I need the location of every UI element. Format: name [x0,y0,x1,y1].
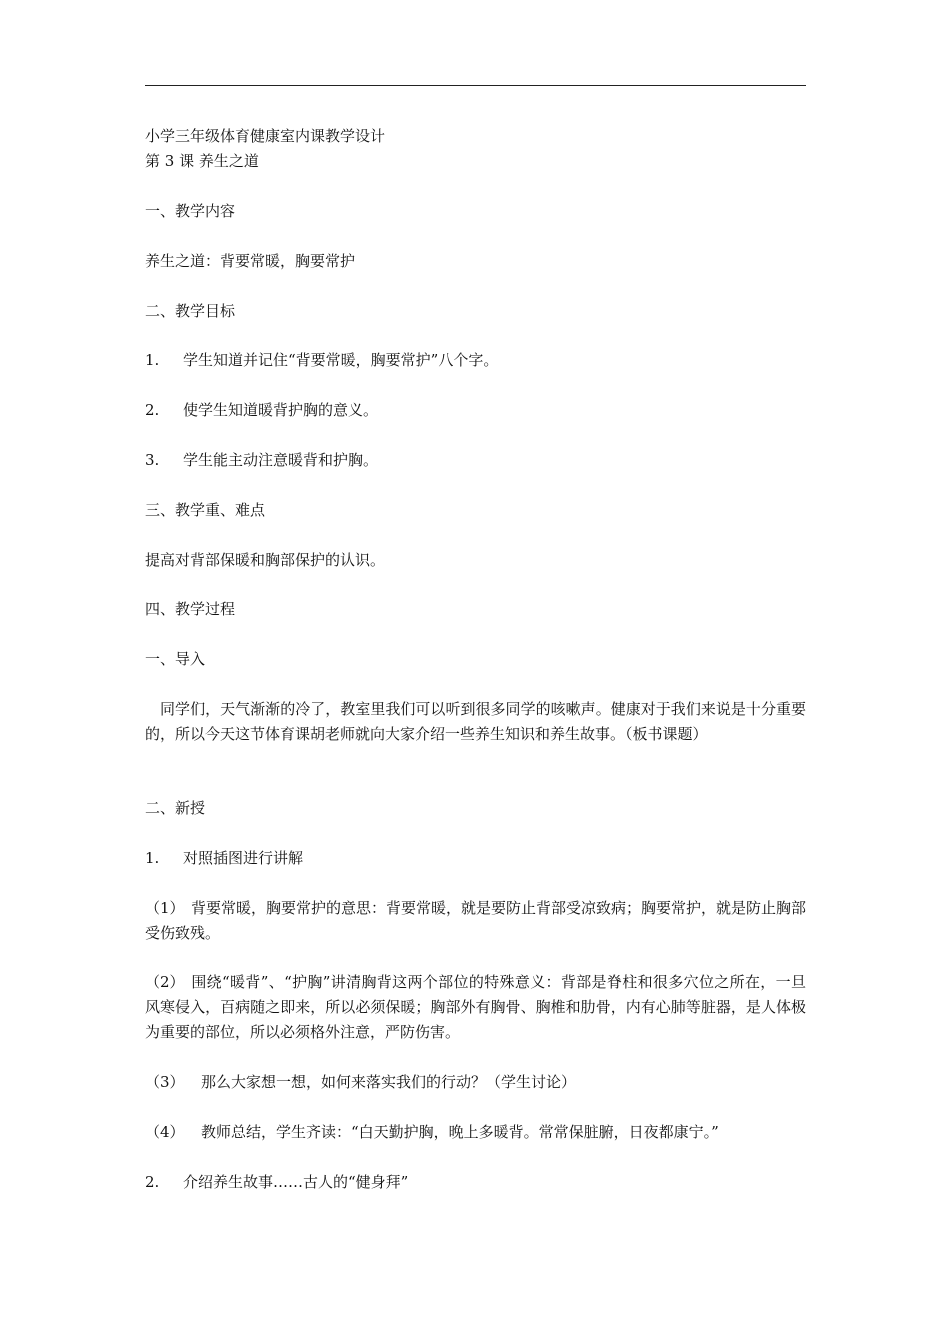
step-item [145,1170,806,1195]
intro-paragraph: 同学们，天气渐渐的冷了，教室里我们可以听到很多同学的咳嗽声。健康对于我们来说是十分重要的，所以今天这节体育课胡老师就向大家介绍一些养生知识和养生故事。（板书课题） [145,700,806,743]
goal-text: 学生知道并记住“背要常暖，胸要常护”八个字。 [183,351,499,369]
section-heading-keypoints: 三、教学重、难点 [145,501,266,519]
goal-number: 3. [145,451,160,469]
goal-item [145,398,806,423]
goal-text: 使学生知道暖背护胸的意义。 [183,401,379,419]
step-text: 对照插图进行讲解 [183,849,304,867]
item-text: 背要常暖，胸要常护的意思：背要常暖，就是要防止背部受凉致病；胸要常护，就是防止胸部受伤致残。 [145,899,807,942]
item-text: 那么大家想一想，如何来落实我们的行动？（学生讨论） [201,1073,577,1091]
section-heading-content: 一、教学内容 [145,202,236,220]
header-rule [145,85,806,86]
lesson-title: 第 3 课 养生之道 [145,152,259,170]
item-number: （4） [145,1123,185,1141]
item-number: （1） [145,899,185,917]
step-number: 1. [145,849,160,867]
section-heading-goals: 二、教学目标 [145,302,236,320]
goal-item [145,448,806,473]
goal-number: 2. [145,401,160,419]
list-item [145,1120,806,1145]
goal-number: 1. [145,351,160,369]
subsection-heading-new: 二、新授 [145,799,206,817]
list-item [145,970,806,1045]
step-item [145,846,806,871]
goal-text: 学生能主动注意暖背和护胸。 [183,451,379,469]
subsection-heading-intro: 一、导入 [145,650,206,668]
step-number: 2. [145,1173,160,1191]
item-text: 教师总结，学生齐读：“白天勤护胸，晚上多暖背。常常保脏腑，日夜都康宁。” [201,1123,719,1141]
item-text: 围绕“暖背”、“护胸”讲清胸背这两个部位的特殊意义：背部是脊柱和很多穴位之所在，一旦风寒侵入，百病随之即来，所以必须保暖；胸部外有胸骨、胸椎和肋骨，内有心肺等脏器，是人体极为重要的部位，所以必须格外注意，严防伤害。 [145,973,806,1041]
keypoints-text: 提高对背部保暖和胸部保护的认识。 [145,551,386,569]
step-text: 介绍养生故事……古人的“健身拜” [183,1173,409,1191]
item-number: （2） [145,973,185,991]
document-title: 小学三年级体育健康室内课教学设计 [145,127,386,145]
item-number: （3） [145,1073,185,1091]
list-item [145,896,806,946]
list-item [145,1070,806,1095]
content-text: 养生之道：背要常暖，胸要常护 [145,252,356,270]
section-heading-process: 四、教学过程 [145,600,236,618]
goal-item [145,348,806,373]
